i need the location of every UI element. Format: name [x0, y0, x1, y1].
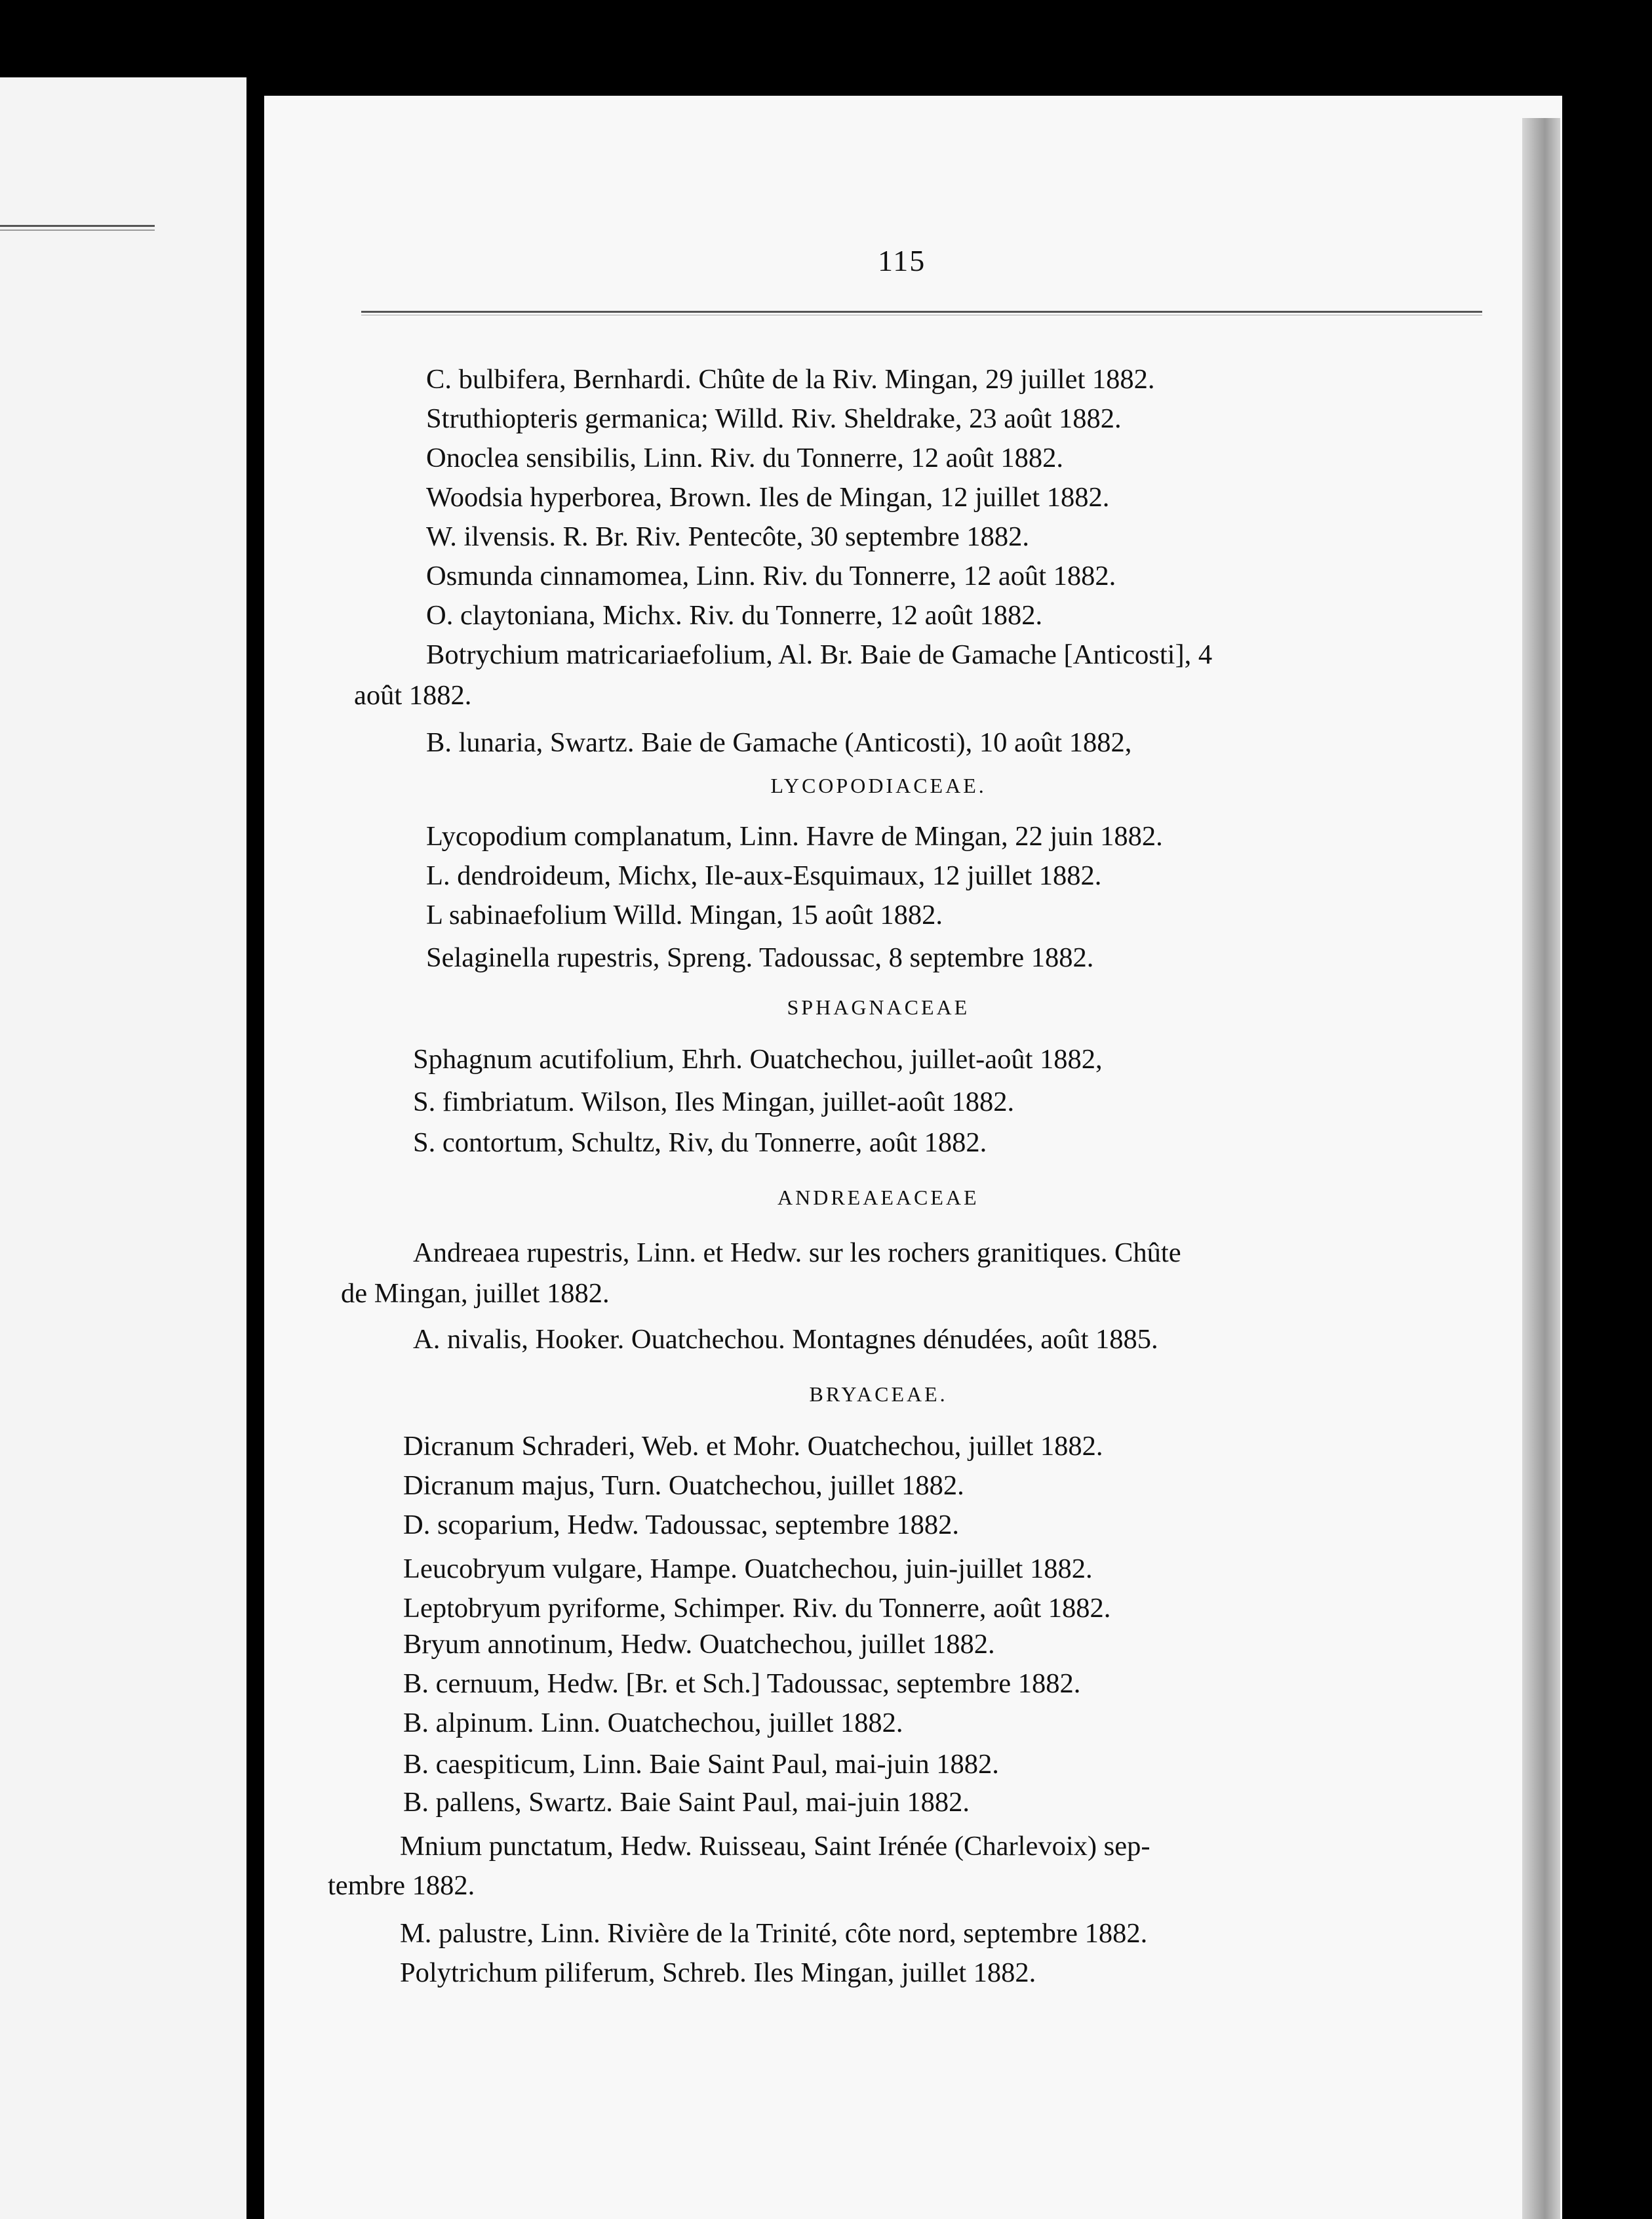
entry-line: S. fimbriatum. Wilson, Iles Mingan, juillet-août 1882.	[413, 1087, 1015, 1117]
entry-line: B. caespiticum, Linn. Baie Saint Paul, mai-juin 1882.	[403, 1749, 999, 1780]
entry-line: Sphagnum acutifolium, Ehrh. Ouatchechou, juillet-août 1882,	[413, 1044, 1103, 1075]
entry-line: Woodsia hyperborea, Brown. Iles de Mingan, 12 juillet 1882.	[426, 482, 1110, 513]
entry-line: août 1882.	[354, 680, 472, 711]
left-page-rule	[0, 225, 155, 231]
entry-line: Dicranum Schraderi, Web. et Mohr. Ouatchechou, juillet 1882.	[403, 1431, 1103, 1462]
entry-line: tembre 1882.	[328, 1870, 475, 1901]
entry-line: L. dendroideum, Michx, Ile-aux-Esquimaux, 12 juillet 1882.	[426, 860, 1102, 891]
entry-line: B. cernuum, Hedw. [Br. et Sch.] Tadoussac, septembre 1882.	[403, 1668, 1081, 1699]
entry-line: Leptobryum pyriforme, Schimper. Riv. du Tonnerre, août 1882.	[403, 1593, 1111, 1624]
page-edge	[1522, 118, 1560, 2219]
entry-line: Leucobryum vulgare, Hampe. Ouatchechou, juin-juillet 1882.	[403, 1553, 1093, 1584]
entry-line: Lycopodium complanatum, Linn. Havre de Mingan, 22 juin 1882.	[426, 821, 1163, 852]
entry-line: Botrychium matricariaefolium, Al. Br. Baie de Gamache [Anticosti], 4	[426, 639, 1213, 670]
entry-line: B. alpinum. Linn. Ouatchechou, juillet 1882.	[403, 1708, 903, 1738]
entry-line: S. contortum, Schultz, Riv, du Tonnerre, août 1882.	[413, 1127, 987, 1158]
entry-line: B. pallens, Swartz. Baie Saint Paul, mai-juin 1882.	[403, 1787, 970, 1818]
left-page	[0, 77, 246, 2219]
entry-line: M. palustre, Linn. Rivière de la Trinité, côte nord, septembre 1882.	[400, 1918, 1148, 1949]
entry-line: L sabinaefolium Willd. Mingan, 15 août 1882.	[426, 900, 943, 930]
section-heading: ANDREAEACEAE	[777, 1186, 979, 1209]
section-heading: SPHAGNACEAE	[787, 995, 970, 1019]
entry-line: Struthiopteris germanica; Willd. Riv. Sheldrake, 23 août 1882.	[426, 403, 1122, 434]
entry-line: W. ilvensis. R. Br. Riv. Pentecôte, 30 septembre 1882.	[426, 521, 1029, 552]
entry-line: C. bulbifera, Bernhardi. Chûte de la Riv. Mingan, 29 juillet 1882.	[426, 364, 1155, 395]
entry-line: O. claytoniana, Michx. Riv. du Tonnerre, 12 août 1882.	[426, 600, 1043, 631]
entry-line: Dicranum majus, Turn. Ouatchechou, juillet 1882.	[403, 1470, 964, 1501]
entry-line: Polytrichum piliferum, Schreb. Iles Mingan, juillet 1882.	[400, 1957, 1036, 1988]
entry-line: Onoclea sensibilis, Linn. Riv. du Tonnerre, 12 août 1882.	[426, 443, 1064, 473]
header-rule	[361, 311, 1482, 315]
section-heading: BRYACEAE.	[809, 1382, 948, 1406]
page-number: 115	[878, 244, 926, 277]
entry-line: B. lunaria, Swartz. Baie de Gamache (Anticosti), 10 août 1882,	[426, 727, 1132, 758]
entry-line: Mnium punctatum, Hedw. Ruisseau, Saint Irénée (Charlevoix) sep-	[400, 1831, 1150, 1862]
entry-line: A. nivalis, Hooker. Ouatchechou. Montagnes dénudées, août 1885.	[413, 1324, 1158, 1355]
entry-line: Andreaea rupestris, Linn. et Hedw. sur les rochers granitiques. Chûte	[413, 1237, 1181, 1268]
entry-line: de Mingan, juillet 1882.	[341, 1278, 610, 1309]
entry-line: Bryum annotinum, Hedw. Ouatchechou, juillet 1882.	[403, 1629, 995, 1660]
section-heading: LYCOPODIACEAE.	[770, 774, 987, 797]
entry-line: D. scoparium, Hedw. Tadoussac, septembre 1882.	[403, 1509, 960, 1540]
entry-line: Selaginella rupestris, Spreng. Tadoussac, 8 septembre 1882.	[426, 942, 1094, 973]
entry-line: Osmunda cinnamomea, Linn. Riv. du Tonnerre, 12 août 1882.	[426, 561, 1116, 591]
